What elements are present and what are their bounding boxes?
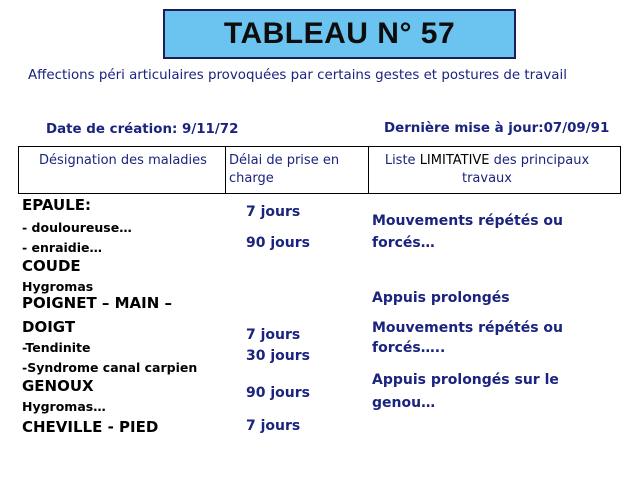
table-header-line <box>18 193 620 194</box>
header-designation: Désignation des maladies <box>39 153 207 168</box>
cell-tendinite: -Tendinite <box>22 340 91 355</box>
table-right-line <box>620 146 621 194</box>
delai-3: 7 jours <box>246 327 301 343</box>
header-liste-strong: LIMITATIVE <box>419 153 490 168</box>
delai-1: 7 jours <box>246 204 301 220</box>
travaux-1a: Mouvements répétés ou <box>372 213 563 229</box>
cell-coude: COUDE <box>22 257 81 275</box>
cell-epaule: EPAULE: <box>22 196 91 214</box>
title-box <box>163 9 516 59</box>
page-title: TABLEAU N° 57 <box>223 17 456 50</box>
header-liste <box>372 152 602 194</box>
creation-date: Date de création: 9/11/72 <box>46 122 239 137</box>
cell-douloureuse: - douloureuse… <box>22 220 132 235</box>
travaux-4a: Appuis prolongés sur le <box>372 372 559 388</box>
delai-5: 90 jours <box>246 385 310 401</box>
header-liste-post: des principaux travaux <box>461 153 590 186</box>
travaux-3a: Mouvements répétés ou <box>372 320 563 336</box>
travaux-3b: forcés….. <box>372 340 446 356</box>
cell-syndrome: -Syndrome canal carpien <box>22 360 198 375</box>
travaux-1b: forcés… <box>372 235 435 251</box>
travaux-2: Appuis prolongés <box>372 290 510 306</box>
subtitle: Affections péri articulaires provoquées par certains gestes et postures de travail <box>28 68 567 83</box>
header-delai: Délai de prise en charge <box>229 153 340 186</box>
cell-hygromas-coude: Hygromas <box>22 279 94 294</box>
cell-cheville: CHEVILLE - PIED <box>22 418 159 436</box>
travaux-4b: genou… <box>372 395 436 411</box>
delai-4: 30 jours <box>246 348 310 364</box>
update-date: Dernière mise à jour:07/09/91 <box>384 121 610 136</box>
cell-doigt: DOIGT <box>22 318 76 336</box>
cell-poignet: POIGNET – MAIN – <box>22 294 173 312</box>
cell-hygromas-genoux: Hygromas… <box>22 399 106 414</box>
cell-enraidie: - enraidie… <box>22 240 103 255</box>
cell-genoux: GENOUX <box>22 377 94 395</box>
header-liste-pre: Liste <box>384 153 420 168</box>
delai-2: 90 jours <box>246 235 310 251</box>
table-col1-line <box>225 146 226 194</box>
table-col2-line <box>368 146 369 194</box>
table-left-line <box>18 146 19 194</box>
delai-6: 7 jours <box>246 418 301 434</box>
table-top-line <box>18 146 620 147</box>
